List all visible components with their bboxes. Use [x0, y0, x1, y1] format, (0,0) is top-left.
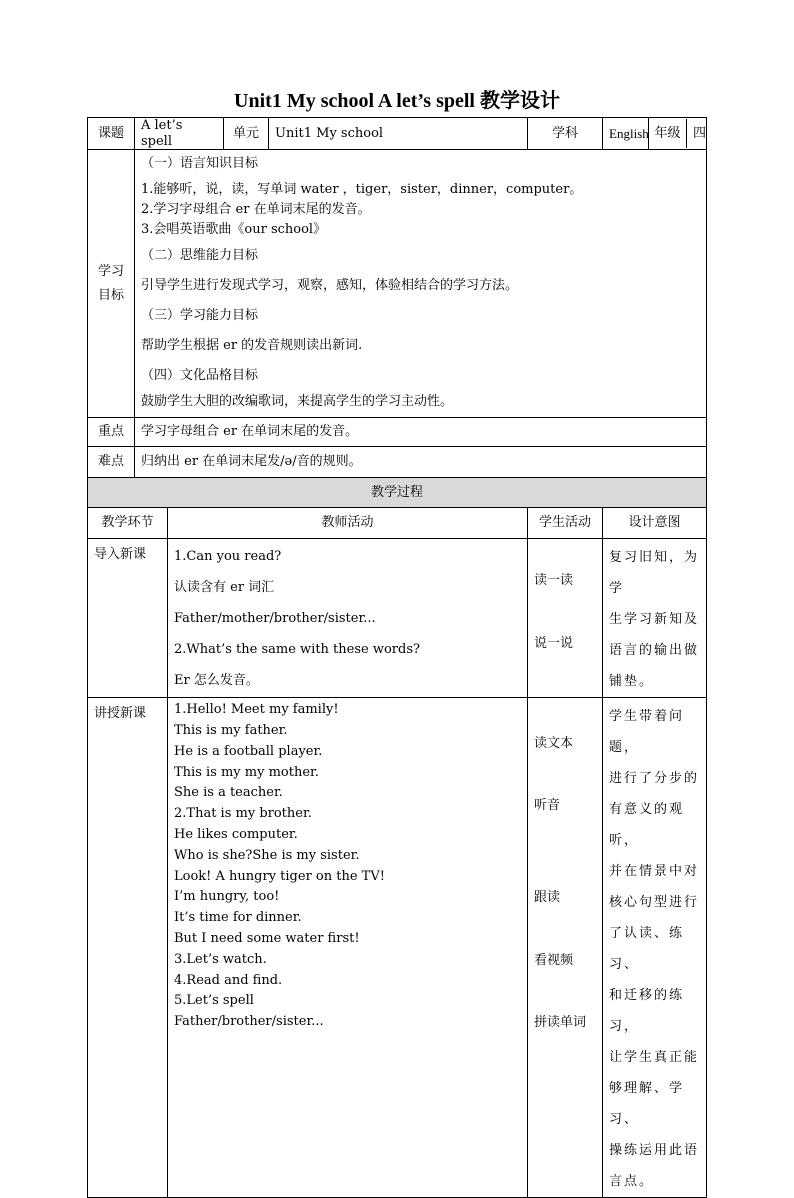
- phase1-intent: [603, 539, 707, 698]
- phase1-teacher-line: Er 怎么发音。: [174, 673, 259, 689]
- goals-label: [88, 150, 135, 418]
- phase2-teacher-line: He is a football player.: [174, 743, 323, 759]
- phase2-intent-line: 进行了分步的: [609, 771, 700, 787]
- phase2-teacher-line: 2.That is my brother.: [174, 806, 312, 822]
- phase2-intent-line: 核心句型进行: [609, 895, 700, 911]
- phase2-teacher-line: He likes computer.: [174, 826, 298, 842]
- phase2-teacher-line: 3.Let’s watch.: [174, 951, 267, 967]
- phase2-teacher-line: Father/brother/sister...: [174, 1014, 324, 1030]
- phase2-intent-line: 操练运用此语: [609, 1143, 700, 1159]
- goal-section1-title: （一）语言知识目标: [141, 156, 259, 172]
- document-title: Unit1 My school A let’s spell 教学设计: [234, 90, 560, 112]
- phase2-teacher-line: This is my my mother.: [174, 764, 319, 780]
- process-header-phase: 教学环节: [88, 508, 168, 539]
- phase1-student-activity: 说一说: [534, 635, 574, 651]
- difficulty-label: 难点: [88, 447, 135, 478]
- goal-section4-title: （四）文化品格目标: [141, 368, 259, 384]
- phase2-teacher-line: 4.Read and find.: [174, 972, 283, 988]
- topic-value: A let’s spell: [135, 118, 224, 150]
- phase1-student: [528, 539, 603, 698]
- lesson-plan-table: [87, 117, 707, 1198]
- unit-value: Unit1 My school: [269, 118, 528, 150]
- key-point-row: [88, 418, 707, 447]
- key-point-label: 重点: [88, 418, 135, 447]
- goal-item: 2.学习字母组合 er 在单词末尾的发音。: [141, 202, 371, 218]
- phase1-intent-line: 生学习新知及: [609, 612, 700, 628]
- goals-content: [135, 150, 707, 418]
- phase1-teacher-line: 2.What’s the same with these words?: [174, 642, 420, 658]
- phase1-student-activity: 读一读: [534, 573, 574, 589]
- phase2-intent-line: 了认读、练习、: [609, 926, 685, 973]
- phase2-intent-line: 学生带着问题，: [609, 709, 685, 756]
- phase2-teacher-line: But I need some water first!: [174, 930, 360, 946]
- phase2-teacher-line: I’m hungry, too!: [174, 889, 280, 905]
- subject-label: 学科: [528, 118, 603, 150]
- process-title-row: [88, 478, 707, 508]
- phase1-row: [88, 539, 707, 698]
- goals-label-line1: 学习: [97, 264, 124, 280]
- process-header-row: [88, 508, 707, 539]
- topic-label: 课题: [88, 118, 135, 150]
- phase2-intent-line: 和迁移的练习，: [609, 988, 685, 1035]
- grade-cell: [649, 118, 707, 150]
- phase1-teacher: [168, 539, 528, 698]
- phase2-teacher-line: This is my father.: [174, 722, 288, 738]
- goal-section4-text: 鼓励学生大胆的改编歌词，来提高学生的学习主动性。: [141, 394, 454, 410]
- difficulty-text: 归纳出 er 在单词末尾发/ə/音的规则。: [135, 447, 707, 478]
- goals-label-line2: 目标: [97, 287, 124, 303]
- difficulty-row: [88, 447, 707, 478]
- phase2-intent-line: 并在情景中对: [609, 864, 700, 880]
- phase2-student-activity: 跟读: [534, 890, 561, 906]
- subject-value: English: [603, 118, 649, 150]
- header-row: [88, 118, 707, 150]
- phase1-intent-line: 复习旧知，为学: [609, 550, 700, 597]
- phase2-student-activity: 看视频: [534, 952, 574, 968]
- key-point-text: 学习字母组合 er 在单词末尾的发音。: [135, 418, 707, 447]
- phase2-intent-line: 有意义的观听，: [609, 802, 685, 849]
- phase2-teacher-line: Look! A hungry tiger on the TV!: [174, 868, 385, 884]
- goal-item: 3.会唱英语歌曲《our school》: [141, 222, 327, 238]
- grade-label: 年级: [649, 119, 687, 148]
- phase2-teacher-line: 5.Let’s spell: [174, 993, 254, 1009]
- process-header-student: 学生活动: [528, 508, 603, 539]
- phase2-teacher-line: Who is she?She is my sister.: [174, 847, 360, 863]
- phase1-teacher-line: 认读含有 er 词汇: [174, 580, 275, 596]
- phase2-student-activity: 拼读单词: [534, 1014, 587, 1030]
- goal-section3-text: 帮助学生根据 er 的发音规则读出新词.: [141, 338, 363, 354]
- phase2-name: 讲授新课: [88, 698, 168, 1198]
- goal-item: 1.能够听，说，读，写单词 water ，tiger，sister，dinner，computer。: [141, 182, 583, 198]
- phase2-teacher-line: 1.Hello! Meet my family!: [174, 702, 339, 718]
- phase2-student-activity: 听音: [534, 797, 561, 813]
- phase1-intent-line: 语言的输出做: [609, 643, 700, 659]
- phase2-intent-line: 言点。: [609, 1174, 655, 1190]
- goal-section2-text: 引导学生进行发现式学习，观察，感知，体验相结合的学习方法。: [141, 278, 519, 294]
- process-title: 教学过程: [88, 478, 707, 508]
- goal-section2-title: （二）思维能力目标: [141, 248, 259, 264]
- phase1-teacher-line: 1.Can you read?: [174, 549, 282, 565]
- phase2-student-activity: 读文本: [534, 736, 574, 752]
- phase2-teacher-line: It’s time for dinner.: [174, 910, 302, 926]
- process-header-teacher: 教师活动: [168, 508, 528, 539]
- goal-section3-title: （三）学习能力目标: [141, 308, 259, 324]
- phase1-name: 导入新课: [88, 539, 168, 698]
- grade-value: 四: [693, 125, 707, 141]
- phase1-intent-line: 铺垫。: [609, 674, 655, 690]
- phase2-intent-line: 让学生真正能: [609, 1050, 700, 1066]
- phase2-intent-line: 够理解、学习、: [609, 1081, 685, 1128]
- phase1-teacher-line: Father/mother/brother/sister...: [174, 611, 376, 627]
- goals-row: [88, 150, 707, 418]
- process-header-intent: 设计意图: [603, 508, 707, 539]
- phase2-teacher-line: She is a teacher.: [174, 785, 283, 801]
- unit-label: 单元: [224, 118, 269, 150]
